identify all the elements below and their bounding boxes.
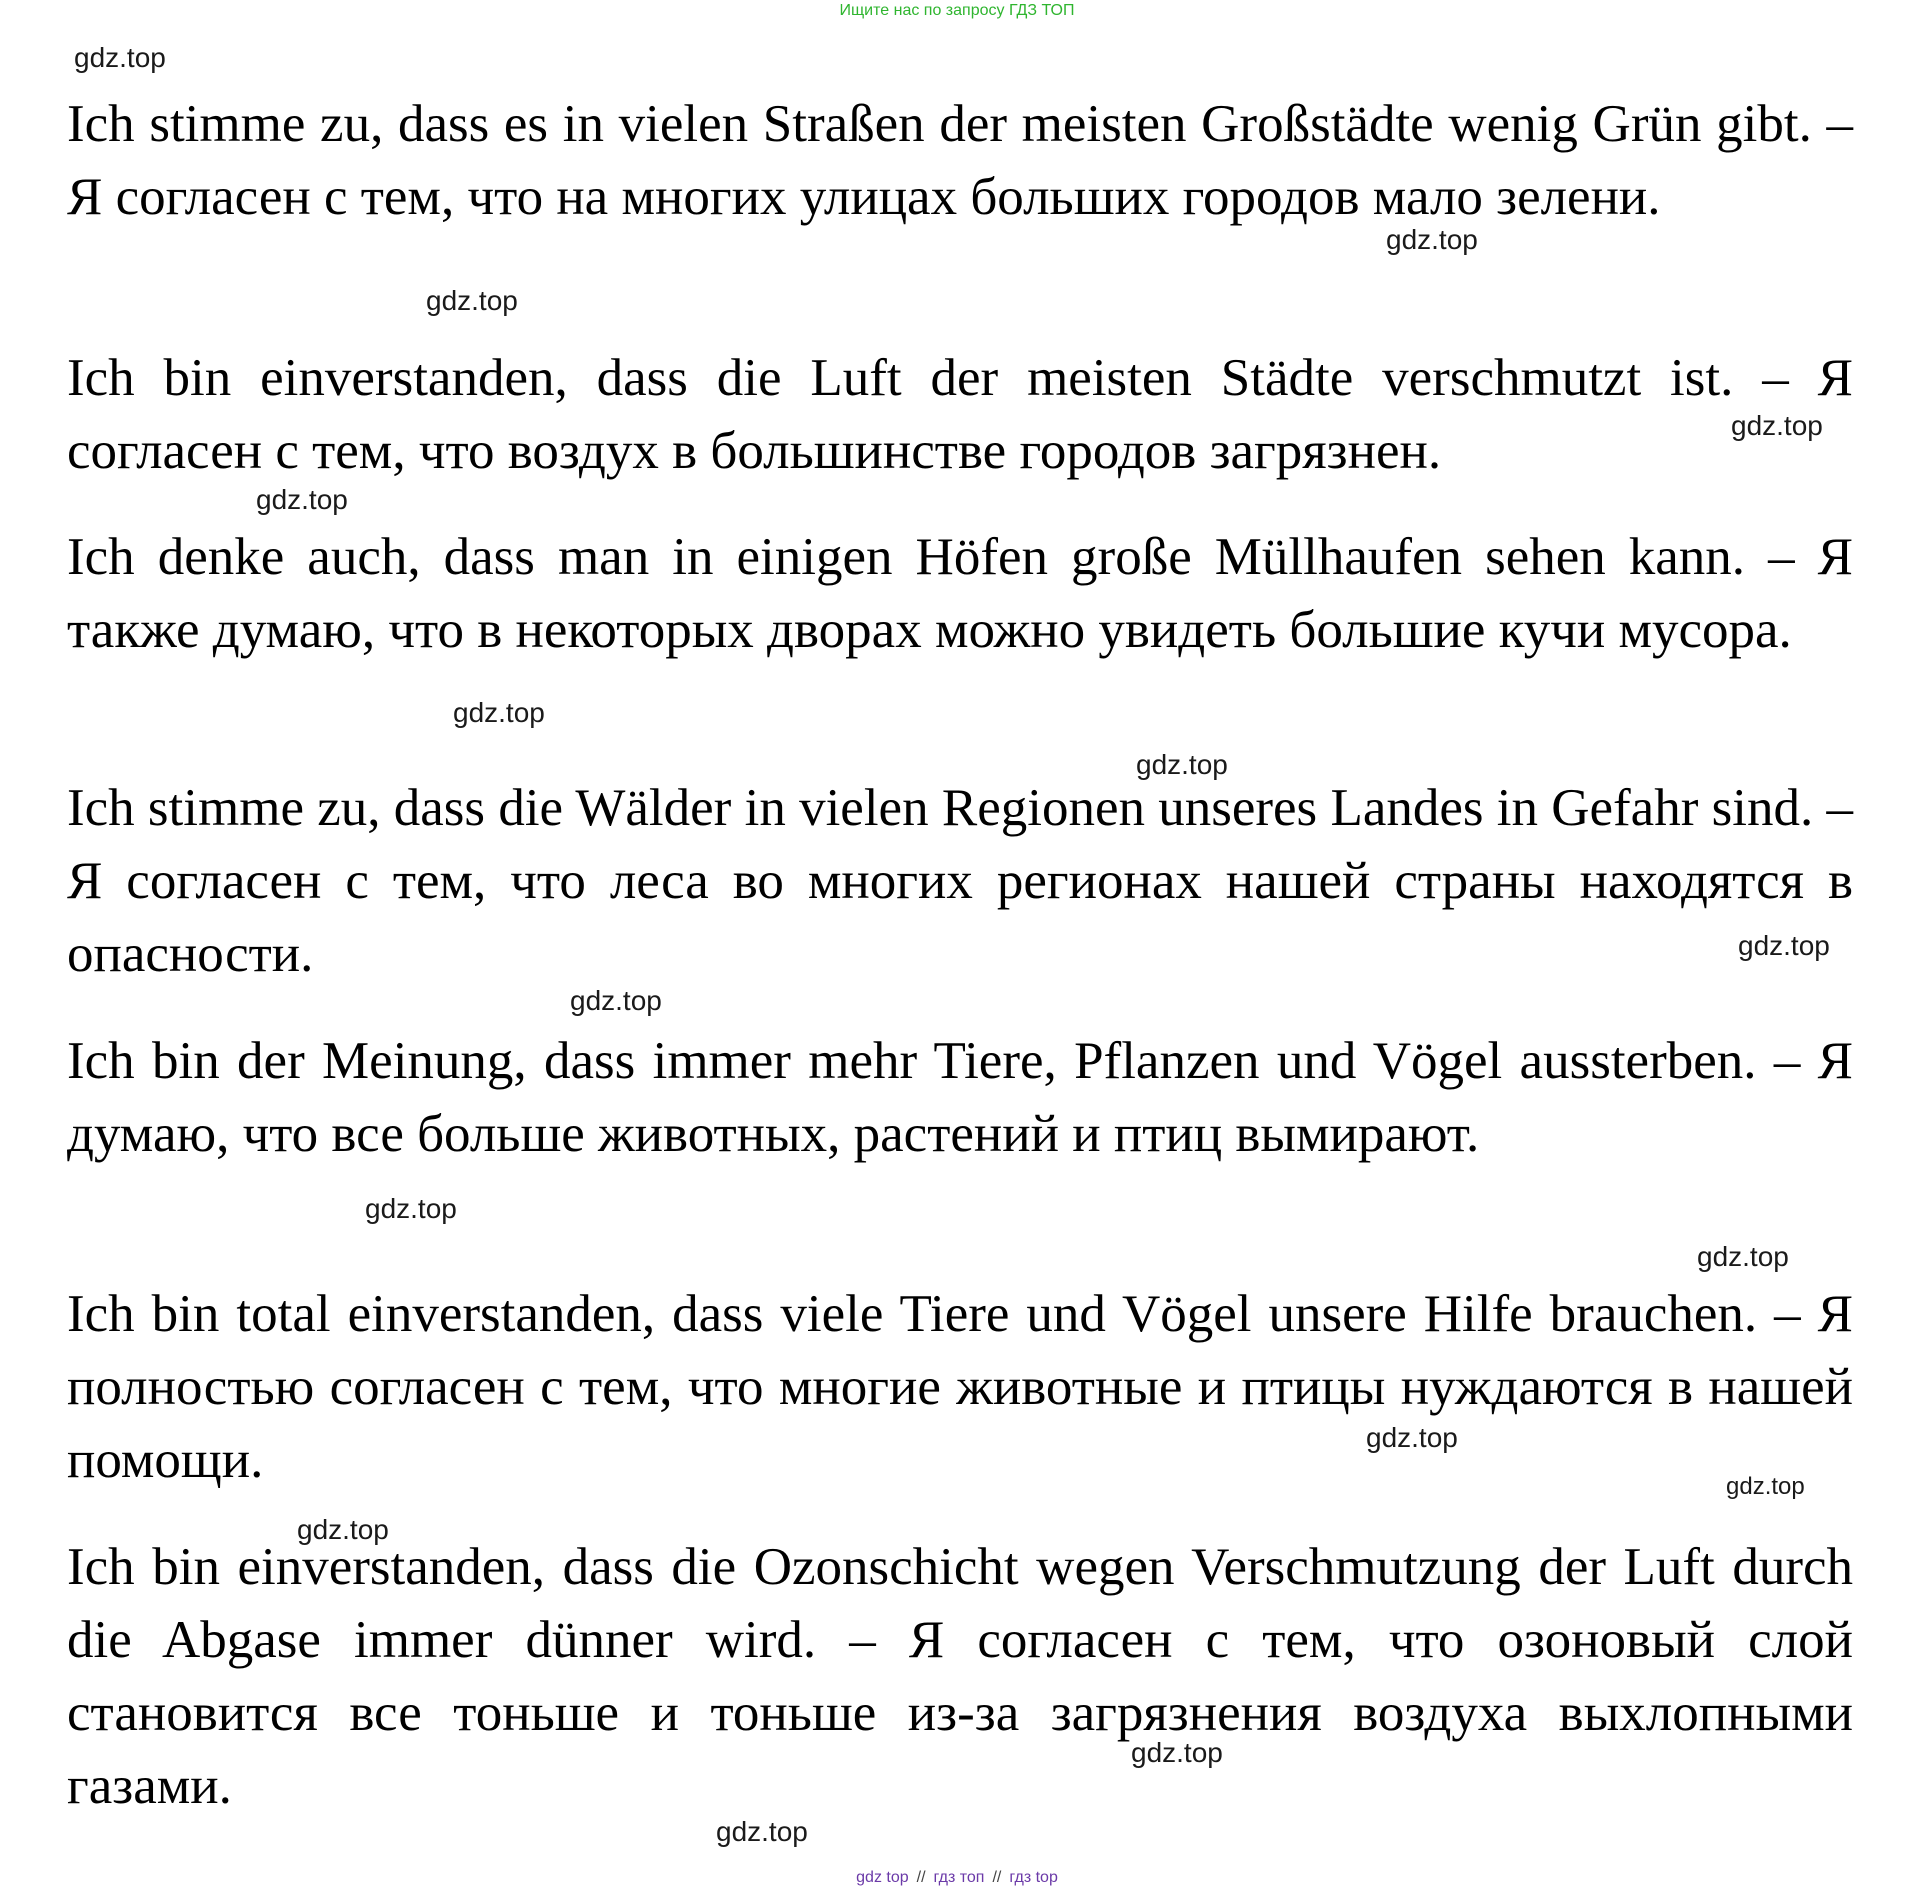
watermark: gdz.top [1366, 1422, 1458, 1453]
watermark: gdz.top [426, 285, 518, 316]
watermark: gdz.top [1738, 930, 1830, 961]
footer-link-1[interactable]: gdz top [856, 1869, 909, 1886]
watermark: gdz.top [570, 985, 662, 1016]
watermark: gdz.top [1726, 1473, 1805, 1500]
watermark: gdz.top [1386, 224, 1478, 255]
paragraph-5: Ich bin der Meinung, dass immer mehr Tiere, Pflanzen und Vögel aussterben. – Я думаю, что все больше животных, растений и птиц вымирают. [67, 1032, 1853, 1163]
paragraph-7: Ich bin einverstanden, dass die Ozonschicht wegen Verschmutzung der Luft durch die Abgase immer dünner wird. – Я согласен с тем, что озоновый слой становится все тоньше и тоньше из-за загрязнения воздуха выхлопными газами. [67, 1538, 1853, 1815]
watermark: gdz.top [256, 484, 348, 515]
footer-link-3[interactable]: гдз top [1009, 1869, 1058, 1886]
watermark: gdz.top [1731, 410, 1823, 441]
watermark: gdz.top [297, 1514, 389, 1545]
footer-links [0, 1868, 1914, 1888]
paragraph-4: Ich stimme zu, dass die Wälder in vielen Regionen unseres Landes in Gefahr sind. – Я согласен с тем, что леса во многих регионах нашей страны находятся в опасности. [67, 779, 1853, 983]
paragraph-1: Ich stimme zu, dass es in vielen Straßen der meisten Großstädte wenig Grün gibt. – Я согласен с тем, что на многих улицах больших городов мало зелени. [67, 95, 1853, 226]
watermark: gdz.top [716, 1816, 808, 1847]
footer-separator: // [916, 1869, 926, 1886]
watermark: gdz.top [1136, 749, 1228, 780]
footer-separator: // [992, 1869, 1002, 1886]
paragraph-3: Ich denke auch, dass man in einigen Höfen große Müllhaufen sehen kann. – Я также думаю, что в некоторых дворах можно увидеть большие кучи мусора. [67, 528, 1853, 659]
footer-link-2[interactable]: гдз топ [933, 1869, 985, 1886]
paragraph-2: Ich bin einverstanden, dass die Luft der meisten Städte verschmutzt ist. – Я согласен с тем, что воздух в большинстве городов загрязнен. [67, 349, 1853, 480]
top-banner: Ищите нас по запросу ГДЗ ТОП [839, 2, 1075, 19]
watermark: gdz.top [74, 42, 166, 73]
watermark: gdz.top [453, 697, 545, 728]
watermark: gdz.top [365, 1193, 457, 1224]
watermark: gdz.top [1697, 1241, 1789, 1272]
watermark: gdz.top [1131, 1737, 1223, 1768]
paragraph-6: Ich bin total einverstanden, dass viele Tiere und Vögel unsere Hilfe brauchen. – Я полностью согласен с тем, что многие животные и птицы нуждаются в нашей помощи. [67, 1285, 1853, 1489]
